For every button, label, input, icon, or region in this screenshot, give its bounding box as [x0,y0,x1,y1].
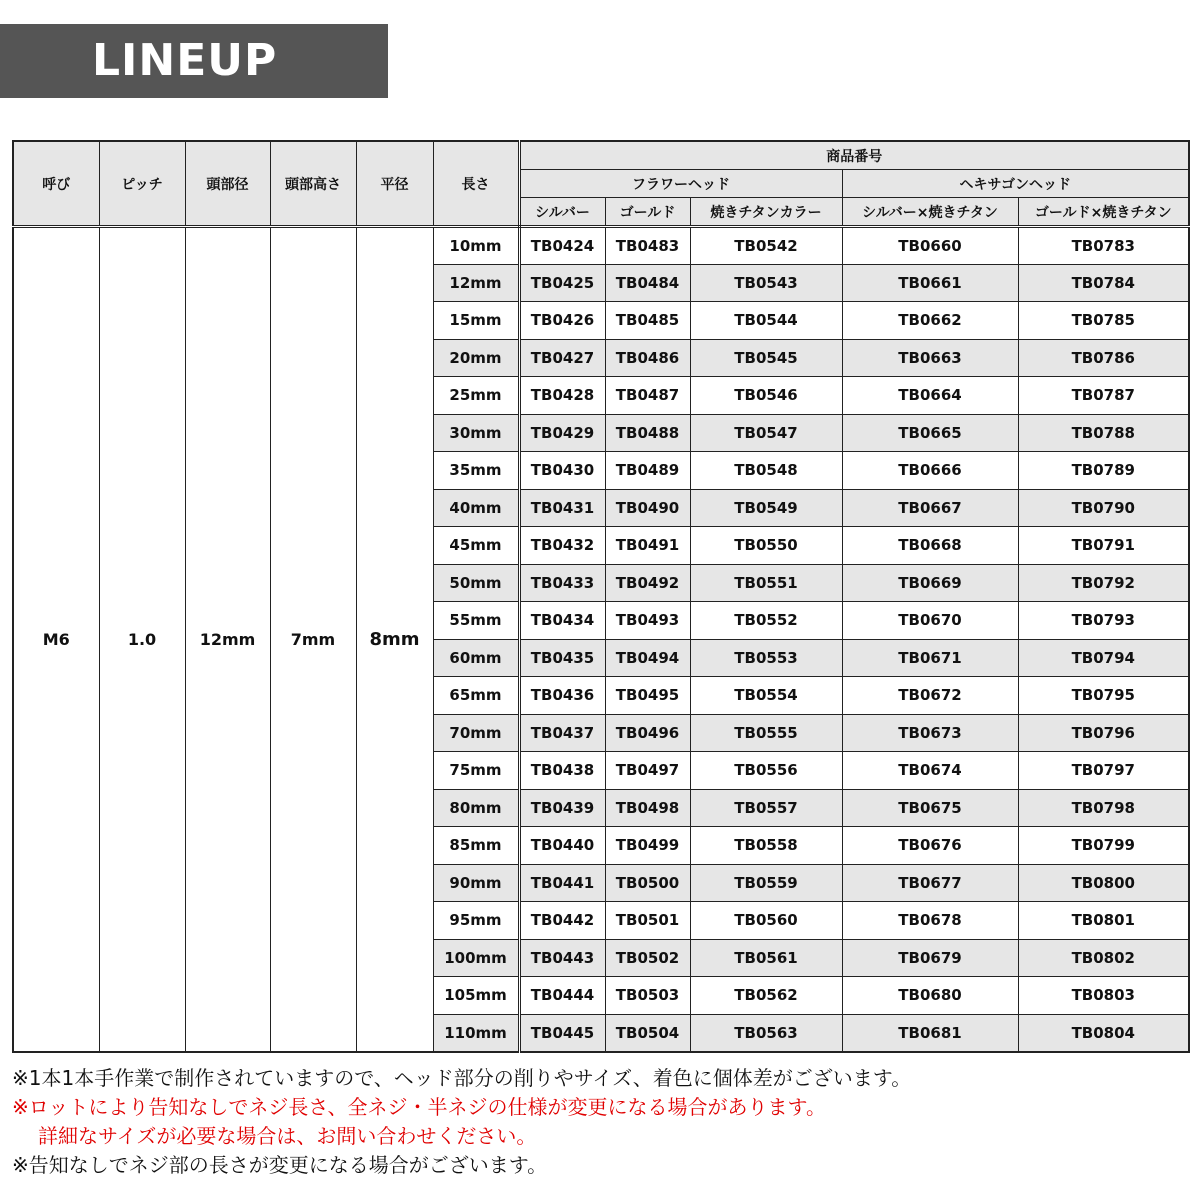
cell-silver-burnt-titanium: TB0662 [842,302,1018,340]
cell-silver-burnt-titanium: TB0680 [842,977,1018,1015]
cell-burnt-titanium: TB0557 [690,789,842,827]
cell-gold-burnt-titanium: TB0792 [1018,564,1189,602]
cell-length: 12mm [433,264,519,302]
cell-gold-burnt-titanium: TB0793 [1018,602,1189,640]
lineup-banner [0,24,388,98]
cell-silver-burnt-titanium: TB0668 [842,527,1018,565]
cell-length: 35mm [433,452,519,490]
cell-gold-burnt-titanium: TB0795 [1018,677,1189,715]
cell-length: 75mm [433,752,519,790]
cell-length: 25mm [433,377,519,415]
cell-silver-burnt-titanium: TB0670 [842,602,1018,640]
cell-gold-burnt-titanium: TB0787 [1018,377,1189,415]
cell-gold-burnt-titanium: TB0797 [1018,752,1189,790]
cell-silver: TB0440 [519,827,605,865]
cell-length: 90mm [433,864,519,902]
table-row [13,227,1189,265]
cell-gold-burnt-titanium: TB0799 [1018,827,1189,865]
header-silver: シルバー [519,198,605,227]
cell-silver-burnt-titanium: TB0664 [842,377,1018,415]
cell-burnt-titanium: TB0554 [690,677,842,715]
header-pitch: ピッチ [99,141,185,227]
cell-gold-burnt-titanium: TB0794 [1018,639,1189,677]
cell-gold-burnt-titanium: TB0804 [1018,1014,1189,1052]
cell-gold-burnt-titanium: TB0786 [1018,339,1189,377]
cell-silver-burnt-titanium: TB0665 [842,414,1018,452]
cell-burnt-titanium: TB0558 [690,827,842,865]
header-hexagon-head: ヘキサゴンヘッド [842,170,1189,198]
cell-gold: TB0491 [605,527,690,565]
spec-flat-diameter: 8mm [356,227,433,1052]
lineup-table [12,140,1190,1053]
cell-silver: TB0437 [519,714,605,752]
cell-gold: TB0488 [605,414,690,452]
cell-length: 70mm [433,714,519,752]
cell-gold: TB0484 [605,264,690,302]
cell-silver: TB0443 [519,939,605,977]
cell-silver: TB0445 [519,1014,605,1052]
cell-silver: TB0434 [519,602,605,640]
cell-burnt-titanium: TB0548 [690,452,842,490]
header-silver-burnt-titanium: シルバー×焼きチタン [842,198,1018,227]
cell-length: 40mm [433,489,519,527]
cell-gold-burnt-titanium: TB0803 [1018,977,1189,1015]
spec-pitch: 1.0 [99,227,185,1052]
cell-burnt-titanium: TB0559 [690,864,842,902]
cell-gold: TB0504 [605,1014,690,1052]
cell-silver-burnt-titanium: TB0660 [842,227,1018,265]
cell-silver: TB0428 [519,377,605,415]
cell-length: 60mm [433,639,519,677]
cell-gold-burnt-titanium: TB0785 [1018,302,1189,340]
spec-head-height: 7mm [270,227,356,1052]
cell-silver-burnt-titanium: TB0675 [842,789,1018,827]
cell-burnt-titanium: TB0553 [690,639,842,677]
cell-length: 95mm [433,902,519,940]
spec-size: M6 [13,227,99,1052]
cell-length: 85mm [433,827,519,865]
header-gold: ゴールド [605,198,690,227]
cell-silver: TB0436 [519,677,605,715]
cell-silver-burnt-titanium: TB0681 [842,1014,1018,1052]
cell-burnt-titanium: TB0549 [690,489,842,527]
cell-gold: TB0499 [605,827,690,865]
header-length: 長さ [433,141,519,227]
cell-silver-burnt-titanium: TB0678 [842,902,1018,940]
cell-silver-burnt-titanium: TB0667 [842,489,1018,527]
cell-length: 105mm [433,977,519,1015]
cell-gold: TB0502 [605,939,690,977]
cell-gold: TB0492 [605,564,690,602]
cell-silver-burnt-titanium: TB0671 [842,639,1018,677]
cell-silver-burnt-titanium: TB0669 [842,564,1018,602]
cell-burnt-titanium: TB0551 [690,564,842,602]
cell-gold: TB0489 [605,452,690,490]
cell-burnt-titanium: TB0561 [690,939,842,977]
cell-burnt-titanium: TB0545 [690,339,842,377]
cell-gold: TB0496 [605,714,690,752]
cell-gold: TB0486 [605,339,690,377]
cell-length: 45mm [433,527,519,565]
cell-burnt-titanium: TB0563 [690,1014,842,1052]
cell-length: 50mm [433,564,519,602]
cell-silver-burnt-titanium: TB0679 [842,939,1018,977]
cell-gold: TB0497 [605,752,690,790]
cell-burnt-titanium: TB0544 [690,302,842,340]
note-thread-length: ※告知なしでネジ部の長さが変更になる場合がございます。 [12,1153,548,1177]
cell-silver: TB0426 [519,302,605,340]
cell-silver: TB0433 [519,564,605,602]
header-flat-diameter: 平径 [356,141,433,227]
header-flower-head: フラワーヘッド [519,170,842,198]
cell-burnt-titanium: TB0555 [690,714,842,752]
cell-gold: TB0500 [605,864,690,902]
cell-burnt-titanium: TB0556 [690,752,842,790]
table-body [13,227,1189,1052]
spec-head-diameter: 12mm [185,227,270,1052]
cell-gold: TB0494 [605,639,690,677]
cell-silver: TB0429 [519,414,605,452]
cell-gold: TB0483 [605,227,690,265]
cell-length: 80mm [433,789,519,827]
cell-silver: TB0424 [519,227,605,265]
cell-gold: TB0485 [605,302,690,340]
cell-gold: TB0493 [605,602,690,640]
cell-gold: TB0495 [605,677,690,715]
cell-silver: TB0425 [519,264,605,302]
cell-length: 10mm [433,227,519,265]
cell-length: 30mm [433,414,519,452]
cell-gold-burnt-titanium: TB0789 [1018,452,1189,490]
cell-burnt-titanium: TB0560 [690,902,842,940]
cell-gold-burnt-titanium: TB0784 [1018,264,1189,302]
notes [12,1064,911,1180]
cell-gold: TB0490 [605,489,690,527]
cell-length: 55mm [433,602,519,640]
cell-gold-burnt-titanium: TB0800 [1018,864,1189,902]
cell-silver: TB0430 [519,452,605,490]
cell-gold: TB0503 [605,977,690,1015]
cell-burnt-titanium: TB0550 [690,527,842,565]
cell-silver-burnt-titanium: TB0672 [842,677,1018,715]
cell-gold-burnt-titanium: TB0798 [1018,789,1189,827]
cell-silver-burnt-titanium: TB0666 [842,452,1018,490]
cell-burnt-titanium: TB0542 [690,227,842,265]
cell-silver-burnt-titanium: TB0677 [842,864,1018,902]
cell-silver: TB0444 [519,977,605,1015]
cell-silver: TB0438 [519,752,605,790]
cell-silver-burnt-titanium: TB0676 [842,827,1018,865]
cell-length: 65mm [433,677,519,715]
cell-burnt-titanium: TB0552 [690,602,842,640]
cell-silver-burnt-titanium: TB0663 [842,339,1018,377]
cell-length: 15mm [433,302,519,340]
header-size: 呼び [13,141,99,227]
banner-title: LINEUP [92,35,278,86]
cell-burnt-titanium: TB0546 [690,377,842,415]
header-gold-burnt-titanium: ゴールド×焼きチタン [1018,198,1189,227]
cell-gold-burnt-titanium: TB0796 [1018,714,1189,752]
cell-gold-burnt-titanium: TB0802 [1018,939,1189,977]
cell-silver: TB0432 [519,527,605,565]
cell-silver: TB0431 [519,489,605,527]
cell-silver-burnt-titanium: TB0673 [842,714,1018,752]
note-handmade: ※1本1本手作業で制作されていますので、ヘッド部分の削りやサイズ、着色に個体差がございます。 [12,1066,912,1090]
cell-gold-burnt-titanium: TB0801 [1018,902,1189,940]
cell-length: 100mm [433,939,519,977]
header-head-diameter: 頭部径 [185,141,270,227]
cell-gold: TB0498 [605,789,690,827]
cell-length: 20mm [433,339,519,377]
cell-burnt-titanium: TB0547 [690,414,842,452]
header-head-height: 頭部高さ [270,141,356,227]
cell-gold-burnt-titanium: TB0788 [1018,414,1189,452]
cell-gold: TB0501 [605,902,690,940]
cell-gold-burnt-titanium: TB0791 [1018,527,1189,565]
cell-silver-burnt-titanium: TB0661 [842,264,1018,302]
cell-gold-burnt-titanium: TB0783 [1018,227,1189,265]
cell-silver-burnt-titanium: TB0674 [842,752,1018,790]
header-product-number: 商品番号 [519,141,1189,170]
cell-length: 110mm [433,1014,519,1052]
cell-silver: TB0439 [519,789,605,827]
cell-silver: TB0435 [519,639,605,677]
cell-silver: TB0441 [519,864,605,902]
cell-burnt-titanium: TB0562 [690,977,842,1015]
header-burnt-titanium: 焼きチタンカラー [690,198,842,227]
cell-gold: TB0487 [605,377,690,415]
cell-silver: TB0427 [519,339,605,377]
cell-gold-burnt-titanium: TB0790 [1018,489,1189,527]
note-contact: 詳細なサイズが必要な場合は、お問い合わせください。 [38,1124,537,1148]
note-lot-change: ※ロットにより告知なしでネジ長さ、全ネジ・半ネジの仕様が変更になる場合があります。 [12,1095,826,1119]
cell-silver: TB0442 [519,902,605,940]
cell-burnt-titanium: TB0543 [690,264,842,302]
